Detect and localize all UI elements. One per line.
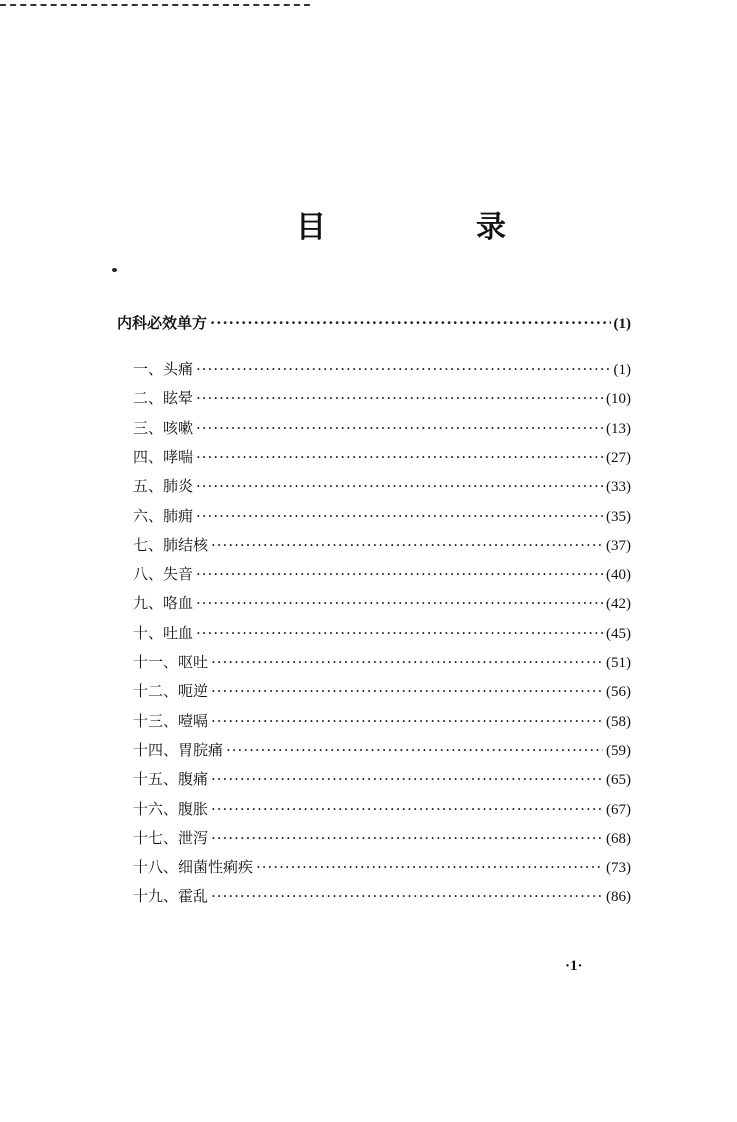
leader-dots [211,681,603,701]
toc-item[interactable] [133,799,631,820]
toc-section[interactable] [117,313,631,334]
toc-item[interactable] [133,535,631,556]
toc-item[interactable] [133,769,631,790]
toc-item-page: (42) [606,596,631,613]
toc-item-label: 四、哮喘 [133,447,194,466]
leader-dots [211,886,603,906]
toc-item[interactable] [133,681,631,702]
toc-item-label: 十、吐血 [133,623,194,642]
toc-item-label: 十三、噎嗝 [133,711,209,730]
toc-item-page: (59) [606,742,631,759]
leader-dots [196,623,603,643]
toc-item-label: 九、咯血 [133,594,194,613]
toc-item-page: (13) [606,420,631,437]
toc-item-page: (27) [606,449,631,466]
scan-dashed-border [0,4,310,6]
toc-item[interactable] [133,506,631,527]
toc-item-label: 三、咳嗽 [133,418,194,437]
toc-item-page: (58) [606,713,631,730]
toc-item-label: 十九、霍乱 [133,887,209,906]
toc-item-page: (1) [613,362,631,378]
toc-item-page: (65) [606,772,631,789]
scan-speck [112,268,117,272]
toc-item[interactable] [133,740,631,761]
toc-item[interactable] [133,623,631,644]
toc-item[interactable] [133,388,631,409]
leader-dots [196,359,610,379]
leader-dots [256,857,603,877]
page-number: ·1· [565,958,583,974]
toc-item[interactable] [133,418,631,439]
leader-dots [226,740,603,760]
leader-dots [211,535,603,555]
toc-item-page: (35) [606,508,631,525]
toc-item[interactable] [133,593,631,614]
toc-item[interactable] [133,886,631,907]
toc-item[interactable] [133,476,631,497]
toc-item-label: 五、肺炎 [133,477,194,496]
leader-dots [196,593,603,613]
toc-item-label: 二、眩晕 [133,389,194,408]
toc-item-page: (37) [606,537,631,554]
leader-dots [196,564,603,584]
toc-item-label: 十二、呃逆 [133,682,209,701]
toc-item-page: (10) [606,391,631,408]
toc-item[interactable] [133,447,631,468]
toc-item[interactable] [133,652,631,673]
leader-dots [211,828,603,848]
toc-item-label: 十四、胃脘痛 [133,740,224,759]
toc-item-page: (56) [606,684,631,701]
toc-item-label: 十五、腹痛 [133,770,209,789]
leader-dots [196,476,603,496]
toc-section-page: (1) [613,316,631,332]
toc-item-label: 十一、呕吐 [133,653,209,671]
leader-dots [196,506,603,526]
toc-item-page: (73) [606,860,631,877]
toc-item-page: (33) [606,479,631,496]
leader-dots [211,769,603,789]
toc-item-label: 八、失音 [133,565,194,584]
toc-item[interactable] [133,857,631,878]
leader-dots [196,447,603,467]
toc-item-label: 六、肺痈 [133,506,194,525]
toc-section-label: 内科必效单方 [117,314,208,332]
toc-item-label: 七、肺结核 [133,535,209,554]
toc-item-label: 十八、细菌性痢疾 [133,858,254,877]
toc-item[interactable] [133,828,631,849]
toc-item[interactable] [133,564,631,585]
toc-item[interactable] [133,359,631,380]
toc-item-page: (45) [606,625,631,642]
toc-item-label: 十七、泄泻 [133,828,209,847]
leader-dots [211,711,603,731]
toc-item-page: (67) [606,801,631,818]
leader-dots [211,799,603,819]
page-title: 目 录 [296,210,566,245]
leader-dots [210,313,610,333]
toc-item-page: (68) [606,830,631,847]
toc-item-page: (40) [606,567,631,584]
leader-dots [196,388,603,408]
toc-item[interactable] [133,711,631,732]
toc-item-label: 十六、腹胀 [133,799,209,818]
toc-item-label: 一、头痛 [133,360,194,378]
leader-dots [196,418,603,438]
toc-item-page: (86) [606,889,631,906]
leader-dots [211,652,603,672]
toc-item-page: (51) [606,655,631,671]
